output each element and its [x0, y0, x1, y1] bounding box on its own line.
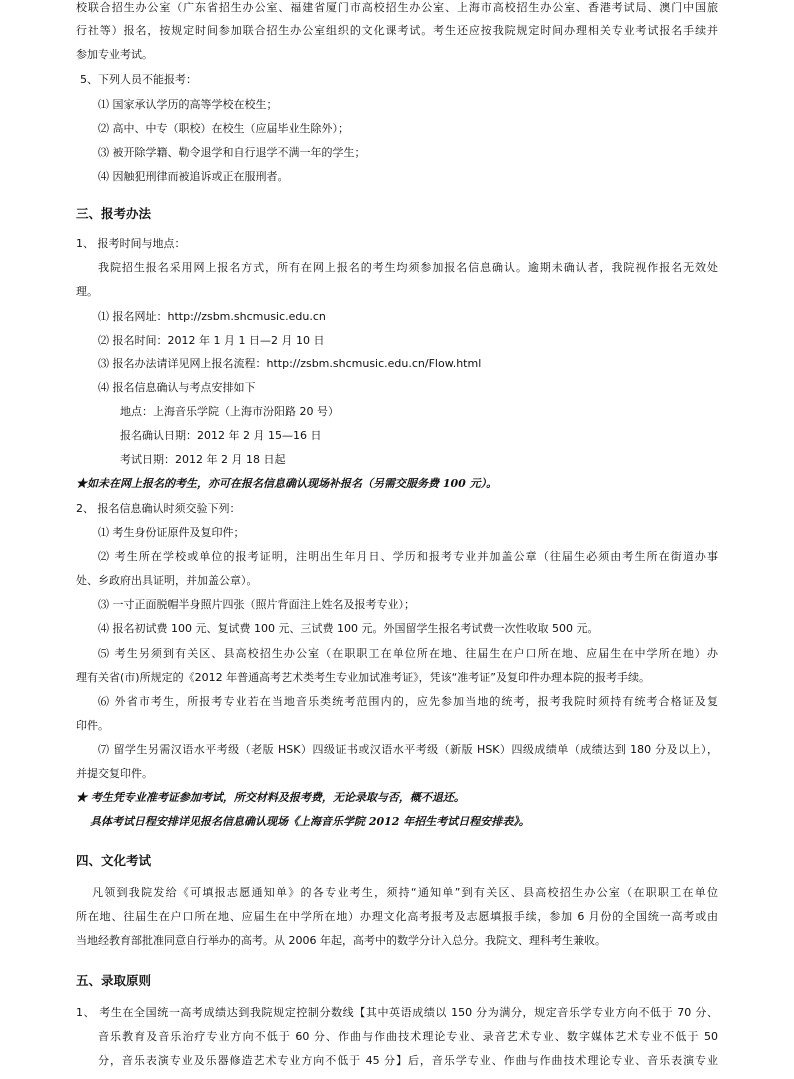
list-item-continuation: 并提交复印件。 — [76, 767, 153, 780]
paragraph-line: 音乐教育及音乐治疗专业方向不低于 60 分、作曲与作曲技术理论专业、录音艺术专业、数字媒体艺术专业不低于 50 — [98, 1030, 718, 1043]
section-heading: 四、文化考试 — [76, 853, 152, 868]
paragraph-line: 参加专业考试。 — [76, 48, 153, 61]
list-item: ⑵ 考生所在学校或单位的报考证明，注明出生年月日、学历和报考专业并加盖公章（往届生必须由考生所在街道办事 — [98, 550, 718, 563]
list-item: ⑵ 高中、中专（职校）在校生（应届毕业生除外）； — [98, 122, 349, 135]
emphasis-note: ★ 考生凭专业准考证参加考试，所交材料及报考费，无论录取与否，概不退还。 — [76, 791, 465, 804]
detail-line: 报名确认日期：2012 年 2 月 15—16 日 — [120, 429, 322, 442]
detail-line: 地点：上海音乐学院（上海市汾阳路 20 号） — [120, 405, 339, 418]
paragraph-line: 校联合招生办公室（广东省招生办公室、福建省厦门市高校招生办公室、上海市高校招生办公室、香港考试局、澳门中国旅 — [76, 1, 718, 14]
paragraph-line: 行社等）报名，按规定时间参加联合招生办公室组织的文化课考试。考生还应按我院规定时间办理相关专业考试报名手续并 — [76, 24, 718, 37]
list-item: ⑹ 外省市考生，所报考专业若在当地音乐类统考范围内的，应先参加当地的统考，报考我院时须持有统考合格证及复 — [98, 695, 718, 708]
list-item: ⑶ 报名办法请详见网上报名流程：http://zsbm.shcmusic.edu.cn/Flow.html — [98, 357, 482, 370]
detail-line: 考试日期：2012 年 2 月 18 日起 — [120, 453, 286, 466]
list-item: ⑸ 考生另须到有关区、县高校招生办公室（在职职工在单位所在地、往届生在户口所在地、应届生在中学所在地）办 — [98, 647, 718, 660]
list-item: ⑴ 报名网址：http://zsbm.shcmusic.edu.cn — [98, 310, 326, 323]
list-item: ⑷ 报名信息确认与考点安排如下 — [98, 381, 256, 394]
emphasis-note: 具体考试日程安排详见报名信息确认现场《上海音乐学院 2012 年招生考试日程安排表》。 — [90, 815, 530, 828]
list-title: 5、下列人员不能报考： — [80, 73, 197, 86]
list-item-continuation: 理有关省(市)所规定的《2012 年普通高考艺术类考生专业加试准考证》，凭该“准考证”及复印件办理本院的报考手续。 — [76, 671, 650, 684]
list-item-continuation: 处、乡政府出具证明，并加盖公章）。 — [76, 574, 258, 587]
section-heading: 三、报考办法 — [76, 206, 152, 221]
list-item: ⑶ 被开除学籍、勒令退学和自行退学不满一年的学生； — [98, 146, 366, 159]
section-heading: 五、录取原则 — [76, 973, 152, 988]
paragraph-line: 理。 — [76, 285, 98, 298]
list-item-continuation: 印件。 — [76, 719, 109, 732]
emphasis-note: ★如未在网上报名的考生，亦可在报名信息确认现场补报名（另需交服务费 100 元）。 — [76, 477, 498, 490]
paragraph-line: 分，音乐表演专业及乐器修造艺术专业方向不低于 45 分】后，音乐学专业、作曲与作曲技术理论专业、音乐表演专业 — [98, 1054, 718, 1067]
list-item: ⑷ 因触犯刑律而被追诉或正在服刑者。 — [98, 170, 289, 183]
paragraph-line: 我院招生报名采用网上报名方式，所有在网上报名的考生均须参加报名信息确认。逾期未确认者，我院视作报名无效处 — [98, 261, 718, 274]
subsection-title: 2、 报名信息确认时须交验下列： — [76, 502, 241, 515]
list-item: ⑶ 一寸正面脱帽半身照片四张（照片背面注上姓名及报考专业）； — [98, 598, 415, 611]
list-item: ⑺ 留学生另需汉语水平考级（老版 HSK）四级证书或汉语水平考级（新版 HSK）四级成绩单（成绩达到 180 分及以上）， — [98, 743, 718, 756]
list-item: ⑷ 报名初试费 100 元、复试费 100 元、三试费 100 元。外国留学生报名考试费一次性收取 500 元。 — [98, 622, 599, 635]
paragraph-line: 当地经教育部批准同意自行举办的高考。从 2006 年起，高考中的数学分计入总分。我院文、理科考生兼收。 — [76, 934, 606, 947]
list-item: ⑵ 报名时间：2012 年 1 月 1 日—2 月 10 日 — [98, 334, 325, 347]
list-item: ⑴ 考生身份证原件及复印件； — [98, 526, 245, 539]
subsection-title: 1、 报考时间与地点： — [76, 237, 186, 250]
paragraph-line: 所在地、往届生在户口所在地、应届生在中学所在地）办理文化高考报考及志愿填报手续，参加 6 月份的全国统一高考或由 — [76, 910, 718, 923]
list-item: ⑴ 国家承认学历的高等学校在校生； — [98, 98, 278, 111]
paragraph-line: 凡领到我院发给《可填报志愿通知单》的各专业考生，须持“通知单”到有关区、县高校招生办公室（在职职工在单位 — [92, 886, 718, 899]
paragraph-line: 1、 考生在全国统一高考成绩达到我院规定控制分数线【其中英语成绩以 150 分为满分，规定音乐学专业方向不低于 70 分、 — [76, 1006, 718, 1019]
